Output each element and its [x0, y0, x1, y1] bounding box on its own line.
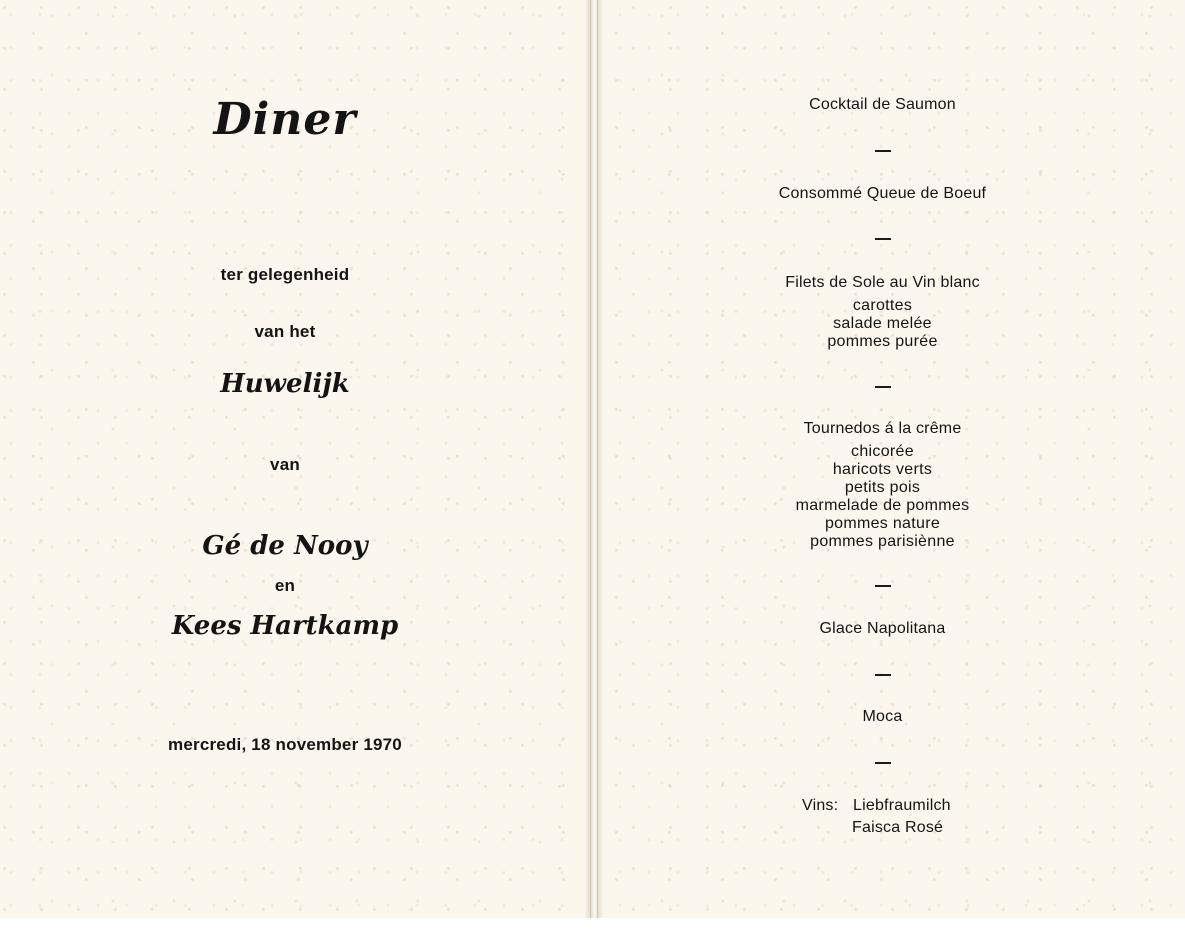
course-tournedos: Tournedos á la crême: [803, 420, 962, 437]
wine-item: Faisca Rosé: [852, 819, 944, 836]
course-glace: Glace Napolitana: [819, 620, 946, 637]
left-page: [0, 0, 588, 918]
course-separator: [875, 386, 891, 388]
course-separator: [875, 674, 891, 676]
course-separator: [875, 238, 891, 240]
scan-margin: [0, 918, 1185, 942]
side-dish: haricots verts: [832, 461, 933, 478]
side-dish: pommes nature: [824, 515, 941, 532]
course-consomme: Consommé Queue de Boeuf: [778, 185, 987, 202]
course-separator: [875, 762, 891, 764]
course-cocktail: Cocktail de Saumon: [809, 96, 956, 113]
course-moca: Moca: [862, 708, 903, 725]
of-text: van: [270, 455, 300, 474]
event-date: mercredi, 18 november 1970: [168, 735, 402, 754]
side-dish: pommes parisiènne: [810, 533, 955, 550]
person2-name: Kees Hartkamp: [171, 611, 399, 641]
and-text: en: [274, 576, 296, 595]
wines-label: Vins:: [802, 797, 839, 814]
wine-item: Liebfraumilch: [853, 797, 951, 814]
side-dish: carottes: [852, 297, 913, 314]
course-separator: [875, 150, 891, 152]
right-page-menu: [600, 0, 1185, 918]
person1-name: Gé de Nooy: [202, 531, 368, 561]
menu-title: Diner: [213, 94, 357, 145]
course-sole: Filets de Sole au Vin blanc: [785, 274, 980, 291]
side-dish: pommes purée: [827, 333, 938, 350]
side-dish: marmelade de pommes: [795, 497, 970, 514]
of-the-text: van het: [254, 322, 316, 341]
side-dish: salade melée: [833, 315, 932, 332]
side-dish: chicorée: [851, 443, 914, 460]
occasion-text: ter gelegenheid: [220, 265, 350, 284]
course-separator: [875, 585, 891, 587]
side-dish: petits pois: [844, 479, 921, 496]
event-name: Huwelijk: [220, 369, 350, 399]
